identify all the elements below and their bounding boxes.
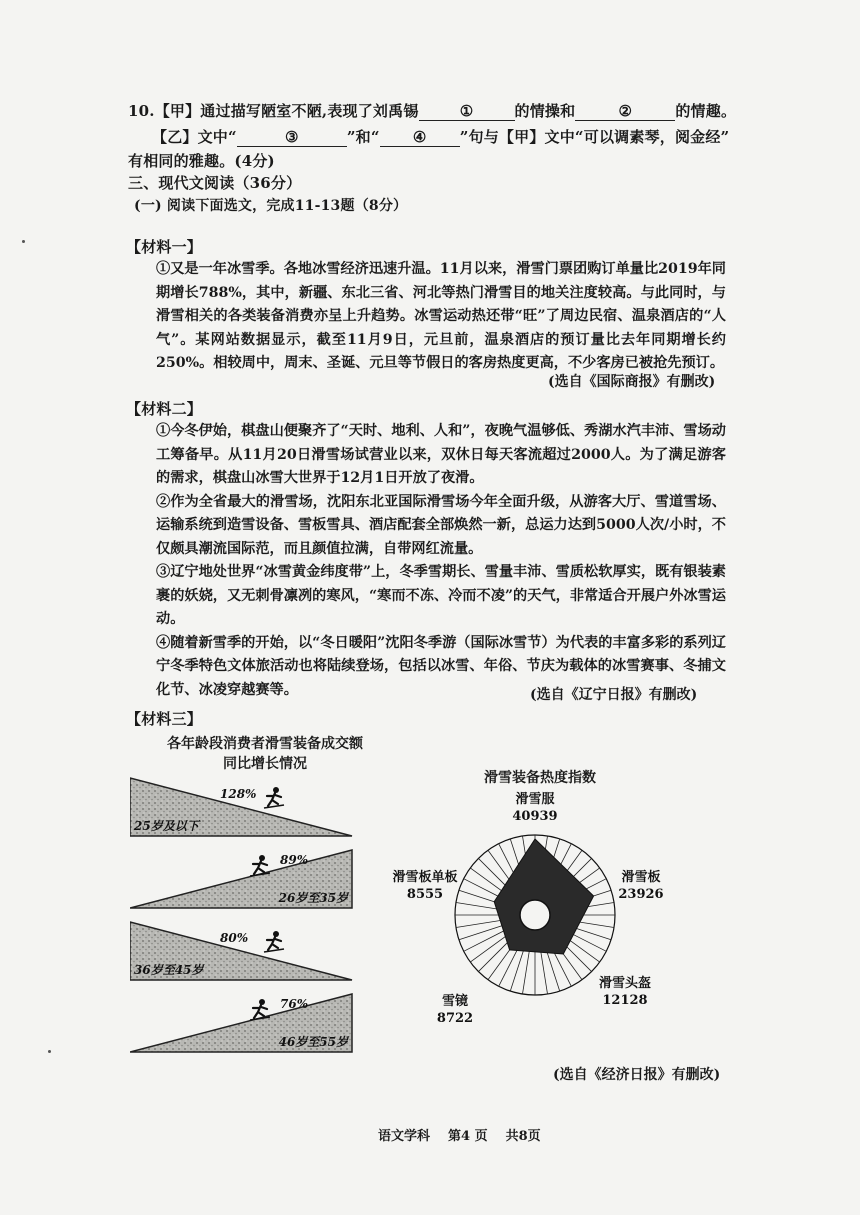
skier-body: [253, 1005, 267, 1018]
skier-head: [273, 931, 279, 937]
skier-head: [259, 999, 265, 1005]
subsection-1-heading: (一) 阅读下面选文，完成11-13题（8分）: [134, 198, 408, 214]
heat-index-chart: [360, 765, 690, 1059]
material-2-paragraph-2: ②作为全省最大的滑雪场，沈阳东北亚国际滑雪场今年全面升级，从游客大厅、雪道雪场、运输系统到造雪设备、雪板雪具、酒店配套全部焕然一新，总运力达到5000人次/小时，不仅颇具潮流国际范，而且颜值拉满，自带网红流量。: [156, 493, 726, 557]
ski: [264, 805, 284, 808]
scan-speck: [22, 240, 25, 243]
ramp-age-label: 36岁至45岁: [134, 963, 204, 977]
skier-body: [267, 937, 281, 950]
center-hole: [520, 900, 550, 930]
skier-body: [267, 793, 281, 806]
age-ramp-3: [130, 922, 352, 980]
q10-prefix: 10.【甲】通过描写陋室不陋,表现了刘禹锡: [128, 102, 419, 120]
material-1-source: (选自《国际商报》有删改): [548, 374, 716, 390]
ramp-growth-value: 128%: [220, 787, 257, 801]
q10-suffix: 的情趣。: [675, 102, 737, 120]
ramp-age-label: 46岁至55岁: [278, 1035, 348, 1049]
skier-head: [259, 855, 265, 861]
heat-value-label: 8555: [406, 887, 444, 902]
material-2-paragraph-3: ③辽宁地处世界“冰雪黄金纬度带”上，冬季雪期长、雪量丰沛、雪质松软厚实，既有银装素裹的妖娆，又无刺骨凛冽的寒风，“寒而不冻、冷而不凌”的天气，非常适合开展户外冰雪运动。: [156, 564, 726, 627]
heat-category-label: 滑雪板: [621, 870, 661, 885]
heat-value-label: 12128: [602, 993, 648, 1008]
ramp-growth-value: 76%: [280, 997, 309, 1011]
ramp-growth-value: 89%: [280, 853, 309, 867]
heat-value-label: 8722: [436, 1011, 474, 1026]
age-ramp-4: [130, 994, 352, 1052]
material-2-paragraph-4: ④随着新雪季的开始，以“冬日暖阳”沈阳冬季游（国际冰雪节）为代表的丰富多彩的系列辽宁冬季特色文体旅活动也将陆续登场，包括以冰雪、年俗、节庆为载体的冰雪赛事、冬捕文化节、冰凌穿越赛等。: [156, 634, 726, 698]
skier-icon: [264, 787, 284, 808]
ski: [264, 949, 284, 952]
skier-icon: [250, 999, 270, 1020]
heat-category-label: 雪镜: [441, 994, 469, 1009]
age-growth-svg: [130, 772, 360, 1062]
skier-body: [253, 861, 267, 874]
age-ramp-2: [130, 850, 352, 908]
q10-line2-prefix: 【乙】文中“: [152, 128, 237, 146]
q10-blank-2: ②: [575, 102, 675, 121]
question-10-line1: [128, 100, 736, 121]
heat-value-label: 40939: [512, 809, 558, 824]
material-2-heading: 【材料二】: [126, 400, 203, 418]
q10-blank-1: ①: [419, 102, 515, 121]
heat-label-4: [437, 993, 473, 1026]
heat-label-2: [618, 869, 663, 902]
age-growth-chart: [130, 772, 360, 1066]
heat-chart-title: 滑雪装备热度指数: [484, 770, 596, 786]
skier-icon: [264, 931, 284, 952]
heat-category-label: 滑雪板单板: [392, 870, 458, 885]
section-3-heading: 三、现代文阅读（36分）: [128, 174, 302, 192]
skier-icon: [250, 855, 270, 876]
heat-category-label: 滑雪服: [515, 792, 555, 807]
q10-line2-suffix: ”句与【甲】文中“可以调素琴，阅金经”: [459, 128, 730, 146]
q10-mid: 的情操和: [514, 102, 576, 120]
material-3-source: (选自《经济日报》有删改): [553, 1067, 721, 1083]
heat-category-label: 滑雪头盔: [598, 976, 652, 991]
heat-label-3: [599, 975, 651, 1008]
material-3-heading: 【材料三】: [126, 710, 203, 728]
material-1-paragraph: ①又是一年冰雪季。各地冰雪经济迅速升温。11月以来，滑雪门票团购订单量比2019年同期增长788%，其中，新疆、东北三省、河北等热门滑雪目的地关注度较高。与此同时，与滑雪相关的各类装备消费亦呈上升趋势。冰雪运动热还带“旺”了周边民宿、温泉酒店的“人气”。某网站数据显示，截至11月9日，元旦前，温泉酒店的预订量比去年同期增长约250%。相较周中，周末、圣诞、元旦等节假日的客房热度更高，不少客房已被抢先预订。: [156, 261, 726, 371]
skier-head: [273, 787, 279, 793]
material-2-paragraph-1: ①今冬伊始，棋盘山便聚齐了“天时、地利、人和”，夜晚气温够低、秀湖水汽丰沛、雪场动工筹备早。从11月20日滑雪场试营业以来，双休日每天客流超过2000人。为了满足游客的需求，棋盘山冰雪大世界于12月1日开放了夜滑。: [156, 423, 726, 486]
material-1-text: [126, 258, 726, 376]
q10-line2-mid: ”和“: [346, 128, 380, 146]
footer-page: 第4 页: [448, 1129, 488, 1144]
ramp-age-label: 26岁至35岁: [278, 891, 348, 905]
footer-total: 共8页: [505, 1129, 541, 1144]
question-10-line3: 有相同的雅趣。(4分): [128, 152, 275, 170]
ramp-age-label: 25岁及以下: [134, 819, 199, 833]
heat-index-svg: [360, 765, 690, 1055]
page-footer: [378, 1125, 559, 1144]
q10-blank-4: ④: [380, 128, 460, 147]
heat-value-label: 23926: [618, 887, 664, 902]
heat-label-5: [392, 869, 457, 902]
q10-blank-3: ③: [237, 128, 347, 147]
scan-speck: [48, 1050, 51, 1053]
age-chart-title: 各年龄段消费者滑雪装备成交额同比增长情况: [167, 736, 363, 772]
question-10-line2: [152, 126, 729, 147]
age-ramp-1: [130, 778, 352, 836]
heat-label-1: [512, 791, 557, 824]
material-2-source: (选自《辽宁日报》有删改): [530, 687, 698, 703]
material-1-heading: 【材料一】: [126, 238, 203, 256]
footer-subject: 语文学科: [378, 1129, 431, 1144]
material-2-text: [126, 420, 726, 702]
ramp-growth-value: 80%: [220, 931, 249, 945]
